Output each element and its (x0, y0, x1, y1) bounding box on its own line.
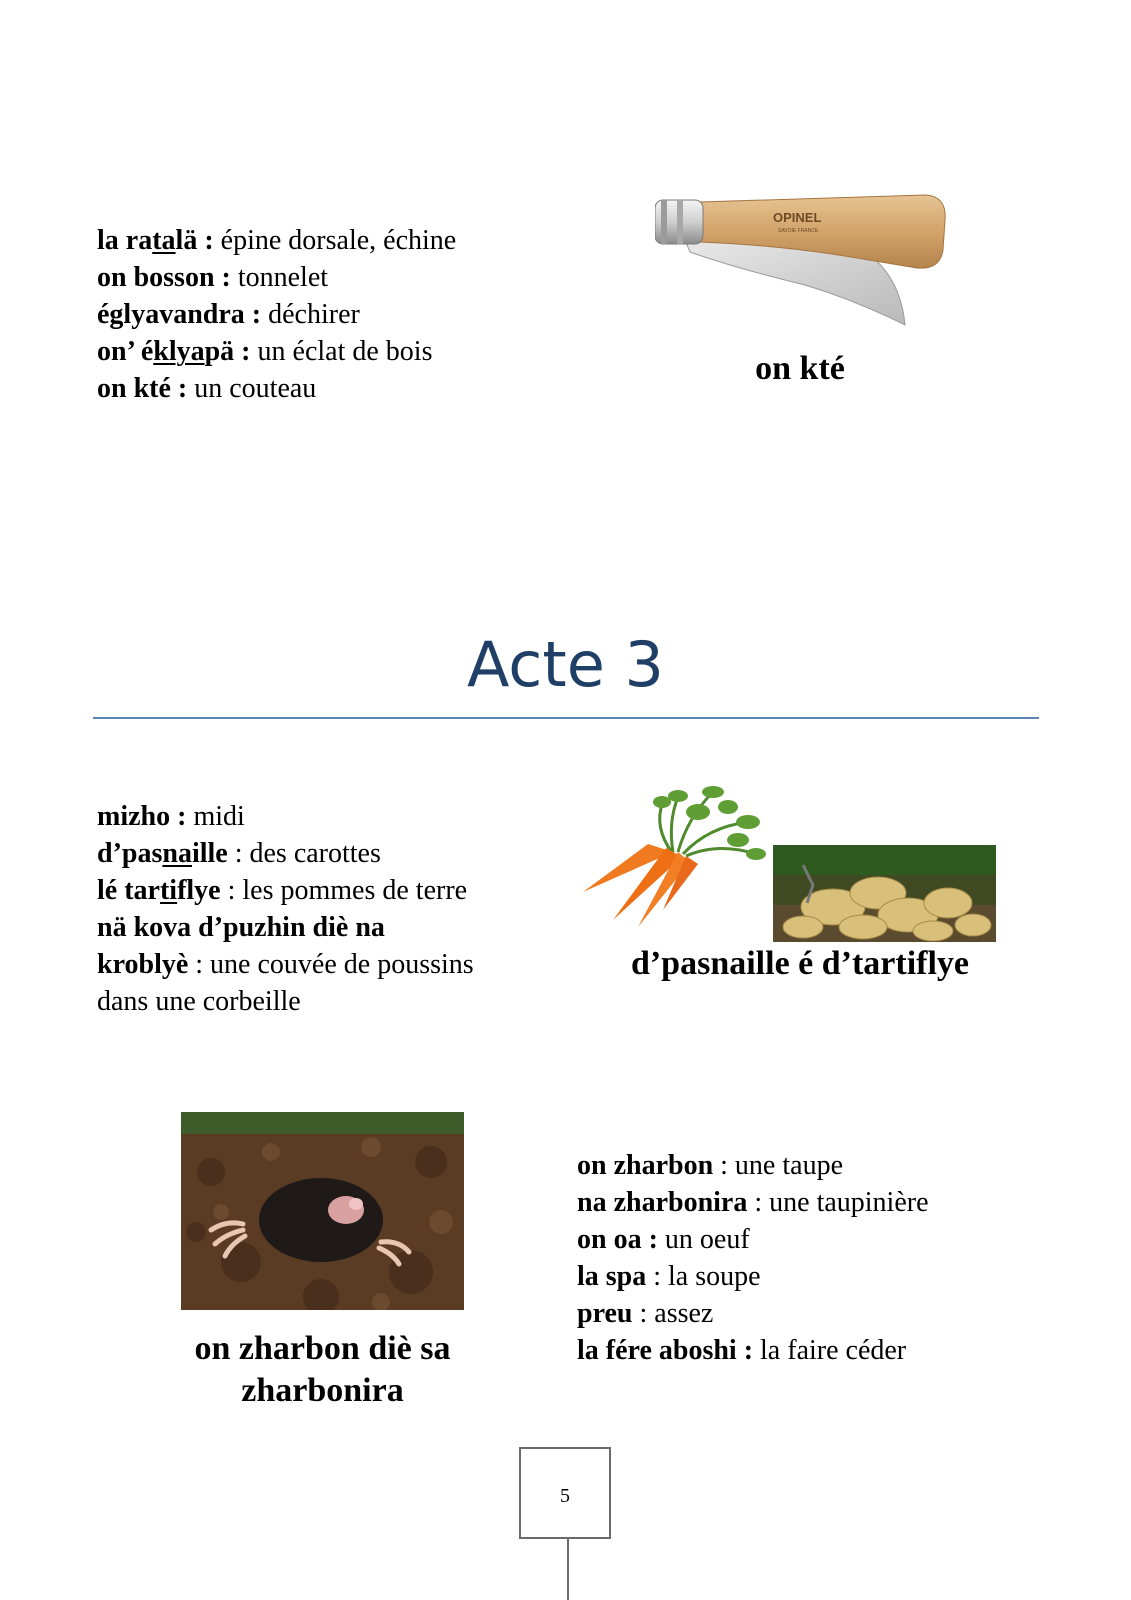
glossary-entry (97, 872, 557, 909)
term: preu (577, 1298, 633, 1329)
term: la fére aboshi : (577, 1335, 754, 1366)
glossary-section-2 (97, 798, 557, 1020)
term: églyavandra : (97, 299, 262, 330)
term: la spa (577, 1261, 647, 1292)
glossary-entry (577, 1258, 1037, 1295)
title-divider (93, 717, 1039, 719)
knife-brand: OPINEL (773, 210, 822, 225)
term: la ratalä : (97, 225, 214, 256)
knife-image (655, 190, 955, 335)
glossary-entry (577, 1295, 1037, 1332)
definition: déchirer (261, 299, 360, 330)
glossary-entry (97, 259, 577, 296)
term: d’pasnaille (97, 838, 228, 869)
term: on bosson : (97, 262, 231, 293)
term: on’ éklyapä : (97, 336, 251, 367)
definition: tonnelet (230, 262, 329, 293)
definition: : des carottes (227, 838, 381, 869)
definition: : assez (632, 1298, 714, 1329)
page-number: 5 (560, 1485, 570, 1507)
mole-caption-line-2: zharbonira (241, 1372, 404, 1409)
definition: un éclat de bois (250, 336, 433, 367)
glossary-entry (97, 798, 557, 835)
mole-caption (150, 1328, 495, 1412)
glossary-entry (97, 983, 557, 1020)
glossary-entry (97, 333, 577, 370)
glossary-entry (97, 222, 577, 259)
term: on oa : (577, 1224, 658, 1255)
glossary-entry (97, 296, 577, 333)
term: on zharbon (577, 1150, 714, 1181)
page-number-connector (567, 1539, 569, 1600)
definition: midi (186, 801, 245, 832)
glossary-section-1 (97, 222, 577, 407)
definition: épine dorsale, échine (213, 225, 457, 256)
term: mizho : (97, 801, 187, 832)
potatoes-image (773, 845, 996, 942)
vegetables-caption: d’pasnaille é d’tartiflye (630, 945, 970, 982)
glossary-entry (97, 909, 557, 946)
page-number-box (519, 1447, 611, 1539)
term: na zharbonira (577, 1187, 748, 1218)
term: nä kova d’puzhin diè na (97, 912, 385, 943)
definition: : une couvée de poussins (188, 949, 474, 980)
act-title: Acte 3 (466, 628, 665, 701)
definition: : une taupe (713, 1150, 843, 1181)
term: on kté : (97, 373, 188, 404)
carrots-image (578, 782, 770, 932)
definition: dans une corbeille (97, 986, 301, 1017)
glossary-entry (577, 1221, 1037, 1258)
glossary-entry (97, 835, 557, 872)
definition: : la soupe (646, 1261, 761, 1292)
definition: : les pommes de terre (220, 875, 468, 906)
glossary-entry (577, 1147, 1037, 1184)
definition: la faire céder (753, 1335, 907, 1366)
term: lé tartiflye (97, 875, 221, 906)
definition: un oeuf (657, 1224, 750, 1255)
knife-caption: on kté (755, 350, 845, 387)
glossary-entry (577, 1184, 1037, 1221)
mole-caption-line-1: on zharbon diè sa (194, 1330, 451, 1367)
glossary-section-3 (577, 1147, 1037, 1369)
definition: un couteau (187, 373, 317, 404)
definition: : une taupinière (747, 1187, 929, 1218)
term: kroblyè (97, 949, 189, 980)
glossary-entry (97, 370, 577, 407)
mole-image (181, 1112, 464, 1310)
glossary-entry (97, 946, 557, 983)
knife-brand-subtitle: SAVOIE FRANCE (778, 228, 819, 234)
glossary-entry (577, 1332, 1037, 1369)
